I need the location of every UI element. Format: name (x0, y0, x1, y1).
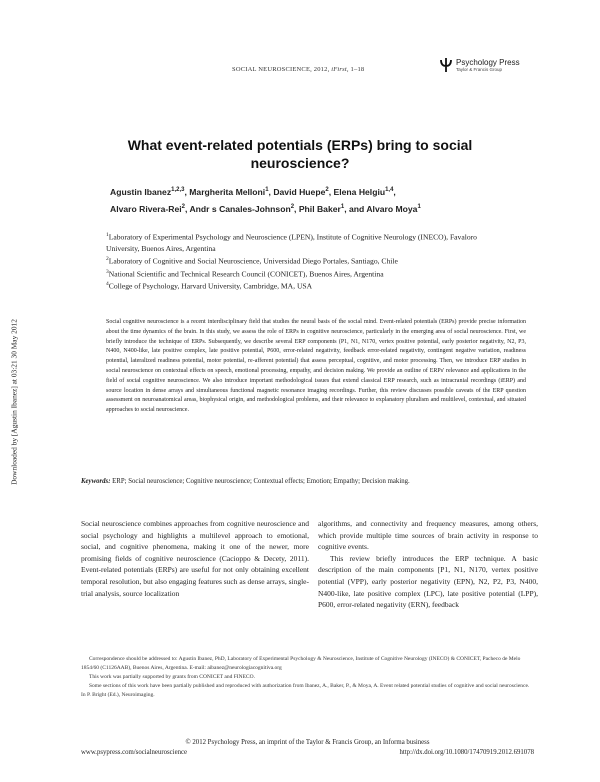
affiliation: $^3$National Scientific and Technical Research Council (CONICET), Buenos Aires, Argentina (106, 268, 384, 279)
download-note: Downloaded by [Agustin Ibanez] at 03:21 30 May 2012 (9, 319, 19, 485)
footnotes (81, 655, 534, 700)
abstract: Social cognitive neuroscience is a recent interdisciplinary field that studies the neural basis of the social mind. Event-related potentials (ERPs) provide precise information about the time dynamics of the brain. In this study, we assess the role of ERPs in cognitive neuroscience, particularly in the emerging area of social neuroscience. First, we briefly introduce the technique of ERPs. Subsequently, we describe several ERP components (P1, N1, N170, vertex positive potential, early posterior negativity, N2, P3, N400, N400-like, late positive complex, late positive potential, P600, error-related negativity, feedback error-related negativity, contingent negative variation, readiness potential, lateralized readiness potential, motor potential, re-afferent potential) that assess perceptual, cognitive, and motor processing. Then, we introduce ERP studies in social neuroscience on contextual effects on speech, emotional processing, empathy, and decision making. We provide an outline of ERPs' relevance and applications in the field of social cognitive neuroscience. We also introduce important methodological issues that extend classical ERP research, such as intracranial recordings (iERP) and source location in dense arrays and simultaneous functional magnetic resonance imaging recordings. Further, this review discusses possible caveats of the ERP question assessment on neuroanatomical areas, biophysical origin, and methodological problems, and their relevance to explanatory pluralism and multilevel, contextual, and situated approaches to social neuroscience. (106, 319, 526, 414)
footer-doi[interactable]: http://dx.doi.org/10.1080/17470919.2012.691078 (399, 748, 534, 756)
psi-logo-icon (440, 58, 452, 72)
affiliation-list (106, 230, 506, 292)
keywords-text: ERP; Social neuroscience; Cognitive neuroscience; Contextual effects; Emotion; Empathy; Decision making. (110, 478, 410, 485)
page-footer (81, 738, 534, 757)
footer-copyright: © 2012 Psychology Press, an imprint of the Taylor & Francis Group, an Informa business (185, 739, 430, 746)
author-list (110, 183, 500, 217)
download-watermark (8, 272, 20, 532)
keywords-label: Keywords: (81, 478, 111, 485)
author: Andr s Canales-Johnson$^2$, (189, 203, 299, 214)
body-paragraph: Social neuroscience combines approaches from cognitive neuroscience and social psychology and highlights a multilevel approach to emotional, social, and cognitive phenomena, making it one of the newer, more promising fields of cognitive neuroscience (Cacioppo & Decety, 2011). Event-related potentials (ERPs) are useful for not only obtaining excellent temporal resolution, but also engaging features such as dense arrays, single-trial analysis, source localization (81, 519, 309, 598)
author: Alvaro Moya$^1$ (366, 203, 421, 214)
footnote-funding: This work was partially supported by grants from CONICET and FINECO. (89, 674, 255, 680)
author: Elena Helgiu$^{1,4}$, (333, 186, 396, 197)
keywords (81, 478, 541, 485)
body-paragraph: algorithms, and connectivity and frequency measures, among others, which provide multiple time sources of brain activity in response to cognitive events. (318, 519, 538, 552)
publisher-group: Taylor & Francis Group (456, 67, 503, 72)
journal-name: SOCIAL NEUROSCIENCE, 2012, (232, 66, 332, 73)
author: Alvaro Rivera-Rei$^2$, (110, 203, 190, 214)
footnote-correspondence: Correspondence should be addressed to: Agustin Ibanez, PhD, Laboratory of Experimental Psychology & Neuroscience, Institute of Cognitive Neurology (INECO) & CONICET, Pacheco de Melo 1854/60 (C1126AAB), Buenos Aires, Argentina. E-mail: aibanez@neurologiacognitiva.org (81, 656, 521, 671)
author: Phil Baker$^1$, and (298, 203, 367, 214)
publisher-name: Psychology Press (456, 58, 520, 67)
author: David Huepe$^2$, (273, 186, 334, 197)
body-column-right (318, 518, 538, 611)
footer-website[interactable]: www.psypress.com/socialneuroscience (81, 748, 188, 756)
affiliation: $^2$Laboratory of Cognitive and Social Neuroscience, Universidad Diego Portales, Santiago, Chile (106, 255, 398, 266)
paper-title: What event-related potentials (ERPs) bring to social neuroscience? (127, 137, 473, 171)
footnote-reproduction: Some sections of this work have been partially published and reproduced with authorization from Ibanez, A., Baker, P., & Moya, A. Event related potential studies of cognitive and social neuroscience. In P. Bright (Ed.), Neuroimaging. (81, 683, 530, 698)
affiliation: $^4$College of Psychology, Harvard University, Cambridge, MA, USA (106, 281, 313, 291)
journal-pages: , 1–18 (346, 66, 365, 73)
body-column-left (81, 518, 309, 599)
body-paragraph: This review briefly introduces the ERP technique. A basic description of the main components [P1, N1, N170, vertex positive potential (VPP), early posterior negativity (EPN), N2, P2, P3, N400, N400-like, late positive complex (LPC), late positive potential (LPP), P600, error-related negativity (ERN), feedback (318, 553, 538, 610)
affiliation: $^1$Laboratory of Experimental Psychology and Neuroscience (LPEN), Institute of Cognitive Neurology (INECO), Favaloro University, Buenos Aires, Argentina (106, 232, 477, 253)
author: Margherita Melloni$^1$, (189, 186, 274, 197)
journal-ifirst: iFirst (331, 66, 347, 73)
author: Agustin Ibanez$^{1,2,3}$, (110, 186, 190, 197)
running-header (232, 66, 364, 73)
